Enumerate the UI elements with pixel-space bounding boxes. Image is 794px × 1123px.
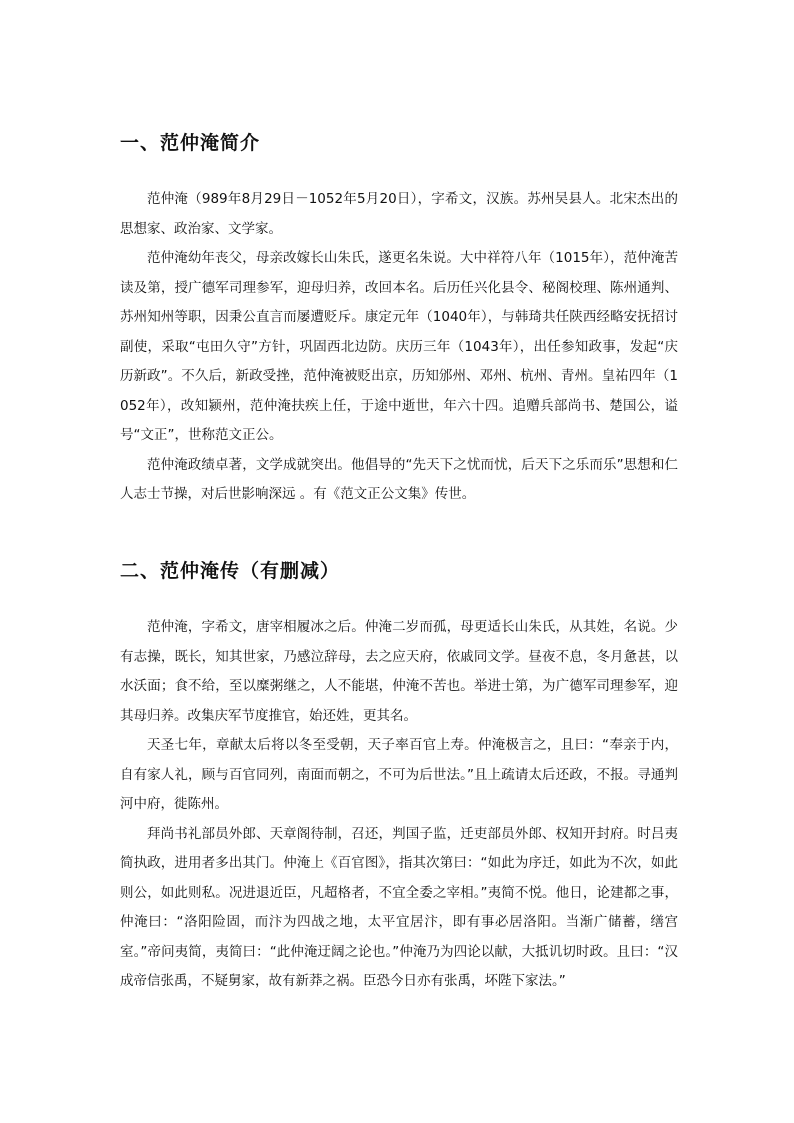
- section-heading: 一、范仲淹简介: [120, 132, 261, 154]
- section-heading: 二、范仲淹传（有删减）: [120, 560, 341, 582]
- section-body: [120, 613, 678, 997]
- paragraph: 天圣七年，章献太后将以冬至受朝，天子率百官上寿。仲淹极言之，且曰：“奉亲于内，自有家人礼，顾与百官同列，南面而朝之，不可为后世法。”且上疏请太后还政，不报。寻通判河中府，徙陈州。: [120, 737, 678, 812]
- section-body: [120, 185, 678, 510]
- paragraph: 范仲淹（989年8月29日－1052年5月20日），字希文，汉族。苏州吴县人。北宋杰出的思想家、政治家、文学家。: [120, 191, 678, 237]
- paragraph: 范仲淹，字希文，唐宰相履冰之后。仲淹二岁而孤，母更适长山朱氏，从其姓，名说。少有志操，既长，知其世家，乃感泣辞母，去之应天府，依戚同文学。昼夜不息，冬月惫甚，以水沃面；食不给，至以糜粥继之，人不能堪，仲淹不苦也。举进士第，为广德军司理参军，迎其母归养。改集庆军节度推官，始还姓，更其名。: [120, 619, 678, 724]
- paragraph: 范仲淹政绩卓著，文学成就突出。他倡导的“先天下之忧而忧，后天下之乐而乐”思想和仁人志士节操，对后世影响深远 。有《范文正公文集》传世。: [120, 456, 678, 502]
- paragraph: 范仲淹幼年丧父，母亲改嫁长山朱氏，遂更名朱说。大中祥符八年（1015年），范仲淹苦读及第，授广德军司理参军，迎母归养，改回本名。后历任兴化县令、秘阁校理、陈州通判、苏州知州等职，因秉公直言而屡遭贬斥。康定元年（1040年），与韩琦共任陕西经略安抚招讨副使，采取“屯田久守”方针，巩固西北边防。庆历三年（1043年），出任参知政事，发起“庆历新政”。不久后，新政受挫，范仲淹被贬出京，历知邠州、邓州、杭州、青州。皇祐四年（1052年），改知颍州，范仲淹扶疾上任，于途中逝世，年六十四。追赠兵部尚书、楚国公，谥号“文正”，世称范文正公。: [120, 250, 678, 443]
- paragraph: 拜尚书礼部员外郎、天章阁待制，召还，判国子监，迁吏部员外郎、权知开封府。时吕夷简执政，进用者多出其门。仲淹上《百官图》，指其次第曰：“如此为序迁，如此为不次，如此则公，如此则私。况进退近臣，凡超格者，不宜全委之宰相。”夷简不悦。他日，论建都之事，仲淹曰：“洛阳险固，而汴为四战之地，太平宜居汴，即有事必居洛阳。当渐广储蓄，缮宫室。”帝问夷简，夷简曰：“此仲淹迂阔之论也。”仲淹乃为四论以献，大抵讥切时政。且曰：“汉成帝信张禹，不疑舅家，故有新莽之祸。臣恐今日亦有张禹，坏陛下家法。”: [120, 825, 678, 989]
